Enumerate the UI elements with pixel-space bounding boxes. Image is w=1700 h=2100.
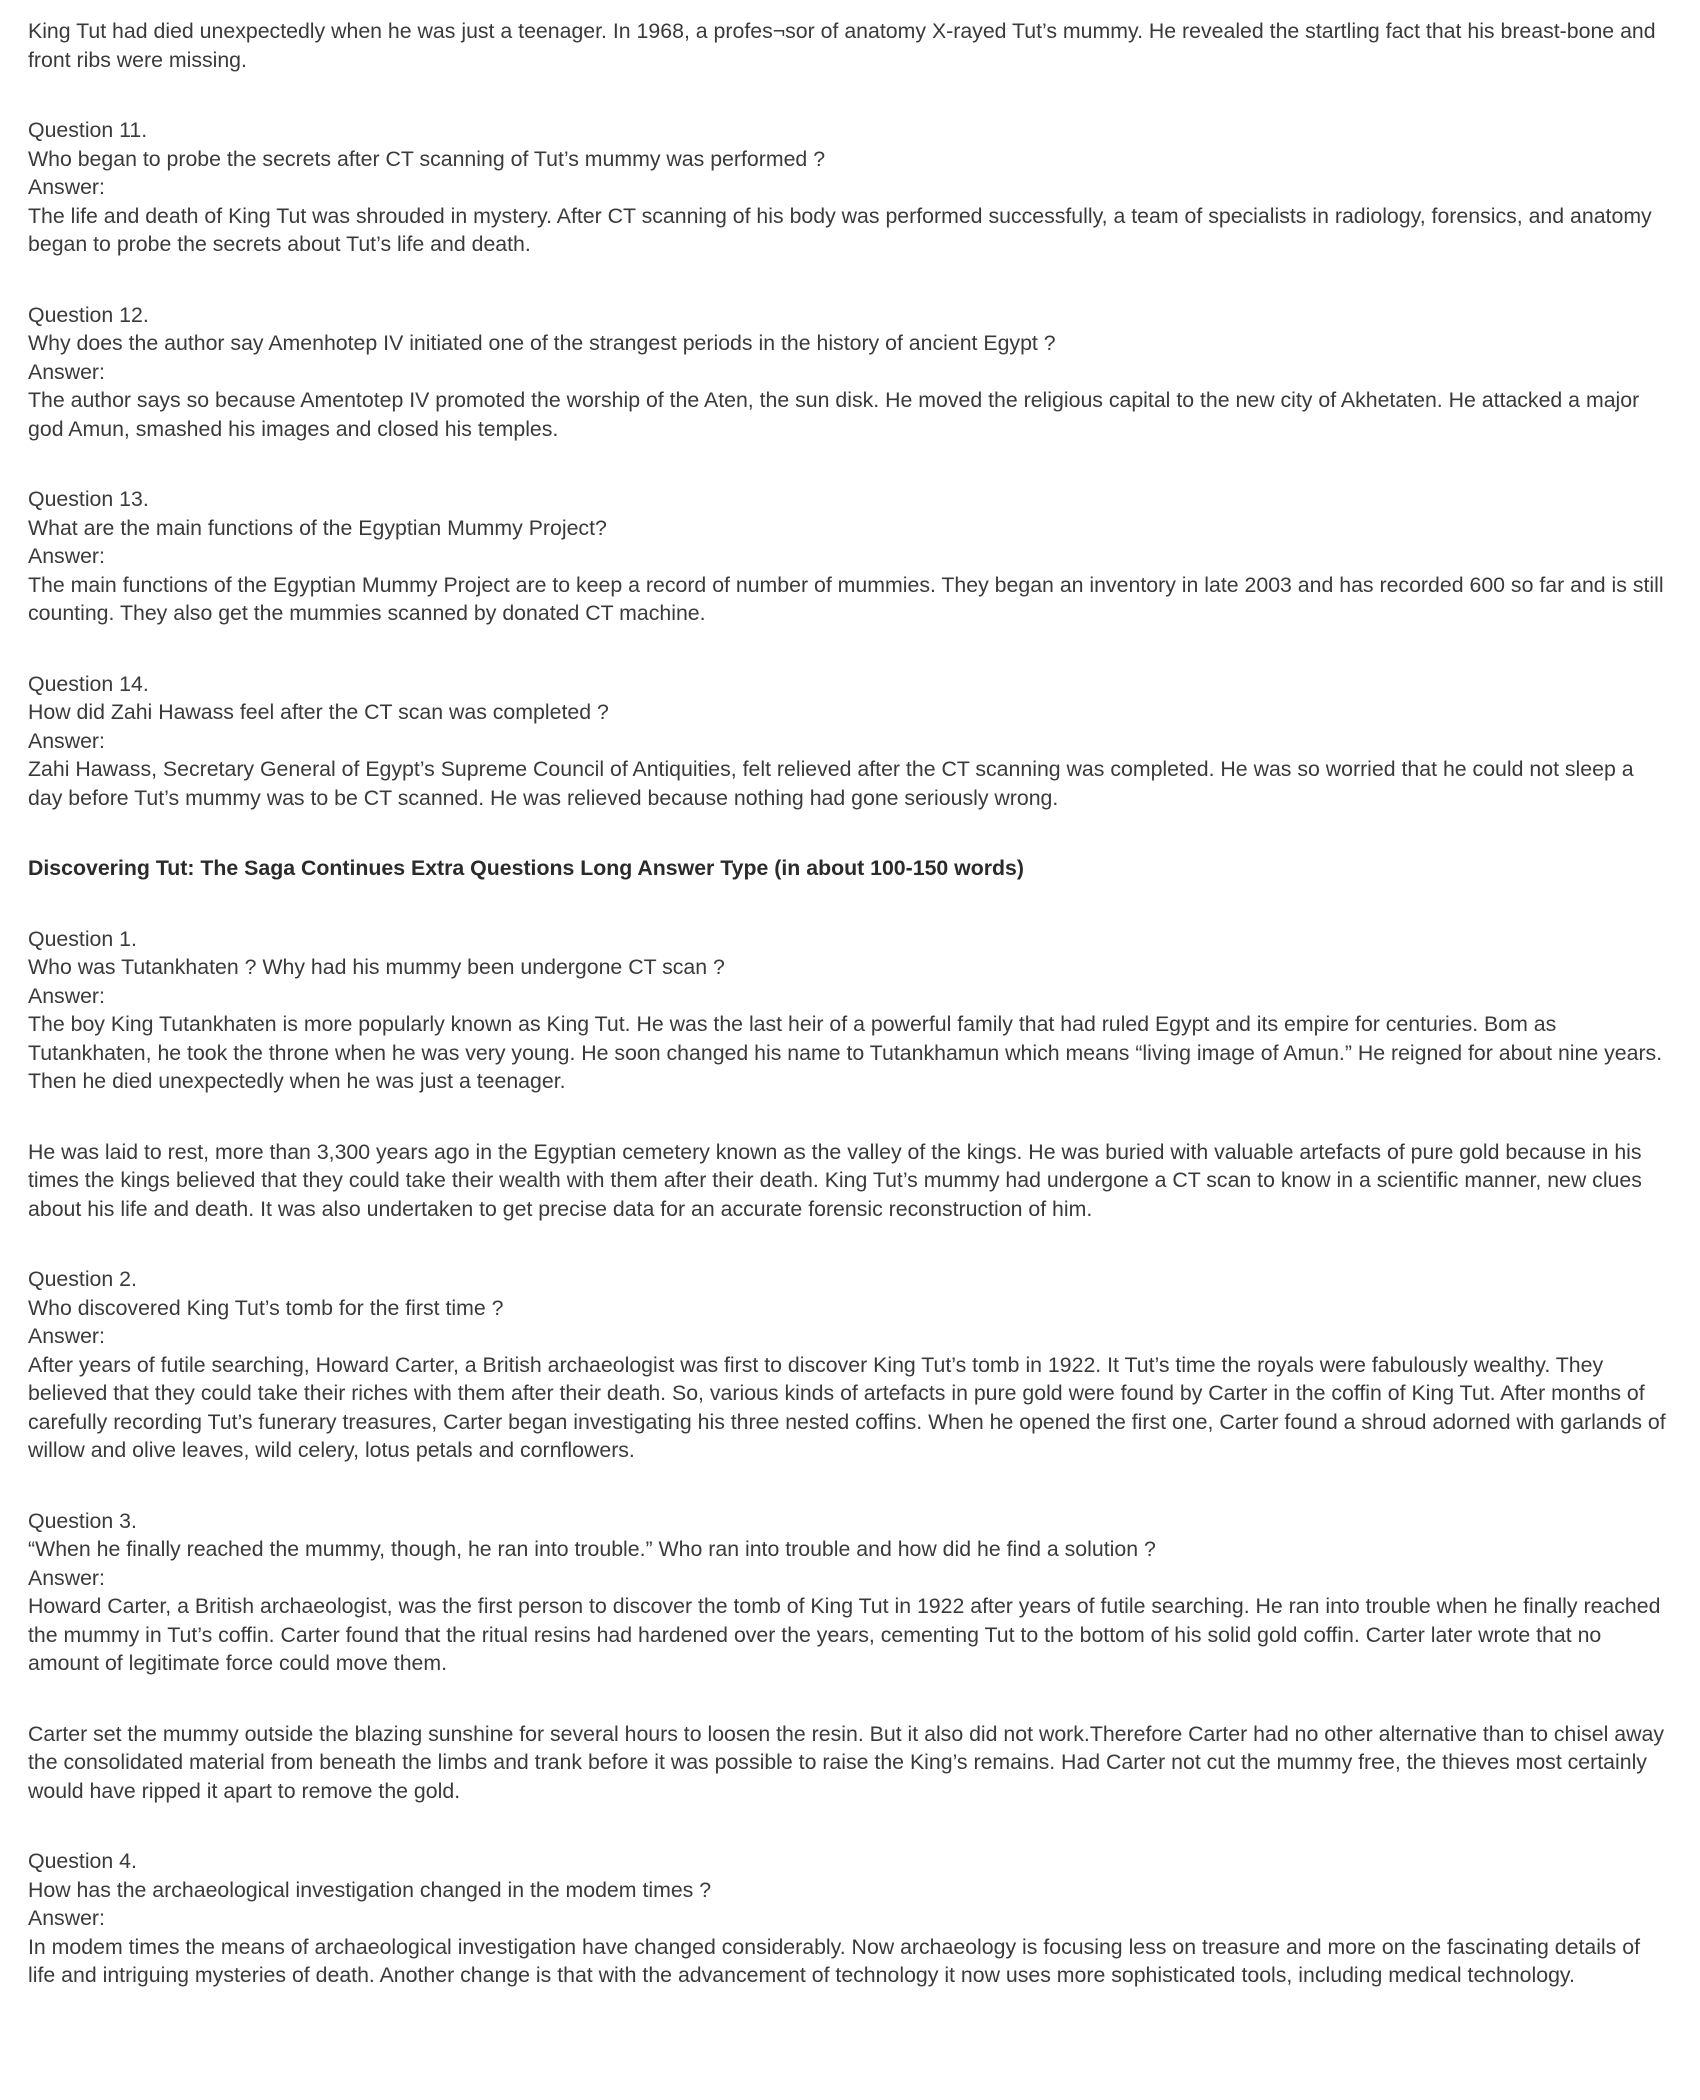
answer-paragraph: After years of futile searching, Howard Carter, a British archaeologist was first to discover King Tut’s tomb in 1922. It Tut’s time the royals were fabulously wealthy. They believed that they could take their riches with them after their death. So, various kinds of artefacts in pure gold were found by Carter in the coffin of King Tut. After months of carefully recording Tut’s funerary treasures, Carter began investigating his three nested coffins. When he opened the first one, Carter found a shroud adorned with garlands of willow and olive leaves, wild celery, lotus petals and cornflowers.	[28, 1352, 1666, 1462]
question-text: “When he finally reached the mummy, though, he ran into trouble.” Who ran into trouble and how did he find a solution ?	[28, 1537, 1156, 1561]
section-heading: Discovering Tut: The Saga Continues Extra Questions Long Answer Type (in about 100-150 words)	[28, 856, 1024, 880]
qa-block	[28, 670, 1670, 813]
answer-label: Answer:	[28, 1565, 105, 1590]
question-number: Question 11.	[28, 118, 148, 142]
question-number: Question 14.	[28, 671, 149, 696]
question-text: What are the main functions of the Egyptian Mummy Project?	[28, 515, 607, 540]
qa-block	[28, 485, 1670, 628]
answer-paragraphs	[28, 571, 1670, 628]
answer-paragraphs	[28, 1010, 1670, 1223]
question-number: Question 12.	[28, 302, 149, 327]
answer-paragraph: The life and death of King Tut was shrouded in mystery. After CT scanning of his body was performed successfully, a team of specialists in radiology, forensics, and anatomy began to probe the secrets about Tut’s life and death.	[28, 203, 1652, 256]
question-number: Question 3.	[28, 1508, 137, 1533]
question-text: Who was Tutankhaten ? Why had his mummy been undergone CT scan ?	[28, 955, 725, 979]
answer-label: Answer:	[28, 544, 105, 568]
question-number: Question 2.	[28, 1267, 137, 1291]
question-text: Who discovered King Tut’s tomb for the first time ?	[28, 1295, 504, 1320]
question-number: Question 4.	[28, 1849, 137, 1873]
question-text: How has the archaeological investigation changed in the modem times ?	[28, 1877, 712, 1902]
answer-paragraph: The boy King Tutankhaten is more popularly known as King Tut. He was the last heir of a powerful family that had ruled Egypt and its empire for centuries. Bom as Tutankhaten, he took the throne when he was very young. He soon changed his name to Tutankhamun which means “living image of Amun.” He reigned for about nine years. Then he died unexpectedly when he was just a teenager.	[28, 1012, 1663, 1093]
answer-paragraphs	[28, 202, 1670, 259]
question-text: How did Zahi Hawass feel after the CT scan was completed ?	[28, 700, 609, 724]
answer-paragraphs	[28, 755, 1670, 812]
answer-paragraph: The author says so because Amentotep IV promoted the worship of the Aten, the sun disk. He moved the religious capital to the new city of Akhetaten. He attacked a major god Amun, smashed his images and closed his temples.	[28, 388, 1640, 441]
qa-block	[28, 301, 1670, 444]
paragraph: King Tut had died unexpectedly when he was just a teenager. In 1968, a profes¬sor of anatomy X-rayed Tut’s mummy. He revealed the startling fact that his breast-bone and front ribs were missing.	[28, 19, 1656, 72]
qa-block	[28, 1507, 1670, 1806]
answer-paragraphs	[28, 1351, 1670, 1465]
answer-label: Answer:	[28, 359, 105, 384]
answer-paragraphs	[28, 1592, 1670, 1805]
qa-block	[28, 1847, 1670, 1990]
answer-paragraph: In modem times the means of archaeological investigation have changed considerably. Now archaeology is focusing less on treasure and more on the fascinating details of life and intriguing mysteries of death. Another change is that with the advancement of technology it now uses more sophisticated tools, including medical technology.	[28, 1934, 1640, 1987]
answer-paragraphs	[28, 386, 1670, 443]
answer-paragraph: The main functions of the Egyptian Mummy Project are to keep a record of number of mummies. They began an inventory in late 2003 and has recorded 600 so far and is still counting. They also get the mummies scanned by donated CT machine.	[28, 572, 1664, 625]
question-number: Question 1.	[28, 926, 137, 951]
qa-block	[28, 116, 1670, 259]
answer-label: Answer:	[28, 175, 105, 199]
qa-block	[28, 1265, 1670, 1465]
answer-paragraphs	[28, 1933, 1670, 1990]
question-text: Who began to probe the secrets after CT scanning of Tut’s mummy was performed ?	[28, 146, 826, 171]
answer-paragraph: Carter set the mummy outside the blazing sunshine for several hours to loosen the resin. But it also did not work.Therefore Carter had no other alternative than to chisel away the consolidated material from beneath the limbs and trank before it was possible to raise the King’s remains. Had Carter not cut the mummy free, the thieves most certainly would have ripped it apart to remove the gold.	[28, 1721, 1664, 1803]
answer-paragraph: He was laid to rest, more than 3,300 years ago in the Egyptian cemetery known as the valley of the kings. He was buried with valuable artefacts of pure gold because in his times the kings believed that they could take their wealth with them after their death. King Tut’s mummy had undergone a CT scan to know in a scientific manner, new clues about his life and death. It was also undertaken to get precise data for an accurate forensic reconstruction of him.	[28, 1139, 1642, 1221]
answer-paragraph: Zahi Hawass, Secretary General of Egypt’s Supreme Council of Antiquities, felt relieved after the CT scanning was completed. He was so worried that he could not sleep a day before Tut’s mummy was to be CT scanned. He was relieved because nothing had gone seriously wrong.	[28, 757, 1634, 810]
question-number: Question 13.	[28, 487, 149, 511]
answer-label: Answer:	[28, 983, 105, 1008]
question-text: Why does the author say Amenhotep IV initiated one of the strangest periods in the history of ancient Egypt ?	[28, 331, 1056, 355]
answer-label: Answer:	[28, 728, 105, 753]
answer-label: Answer:	[28, 1324, 105, 1348]
qa-block	[28, 925, 1670, 1224]
answer-paragraph: Howard Carter, a British archaeologist, was the first person to discover the tomb of King Tut in 1922 after years of futile searching. He ran into trouble when he finally reached the mummy in Tut’s coffin. Carter found that the ritual resins had hardened over the years, cementing Tut to the bottom of his solid gold coffin. Carter later wrote that no amount of legitimate force could move them.	[28, 1594, 1661, 1675]
answer-label: Answer:	[28, 1906, 105, 1930]
